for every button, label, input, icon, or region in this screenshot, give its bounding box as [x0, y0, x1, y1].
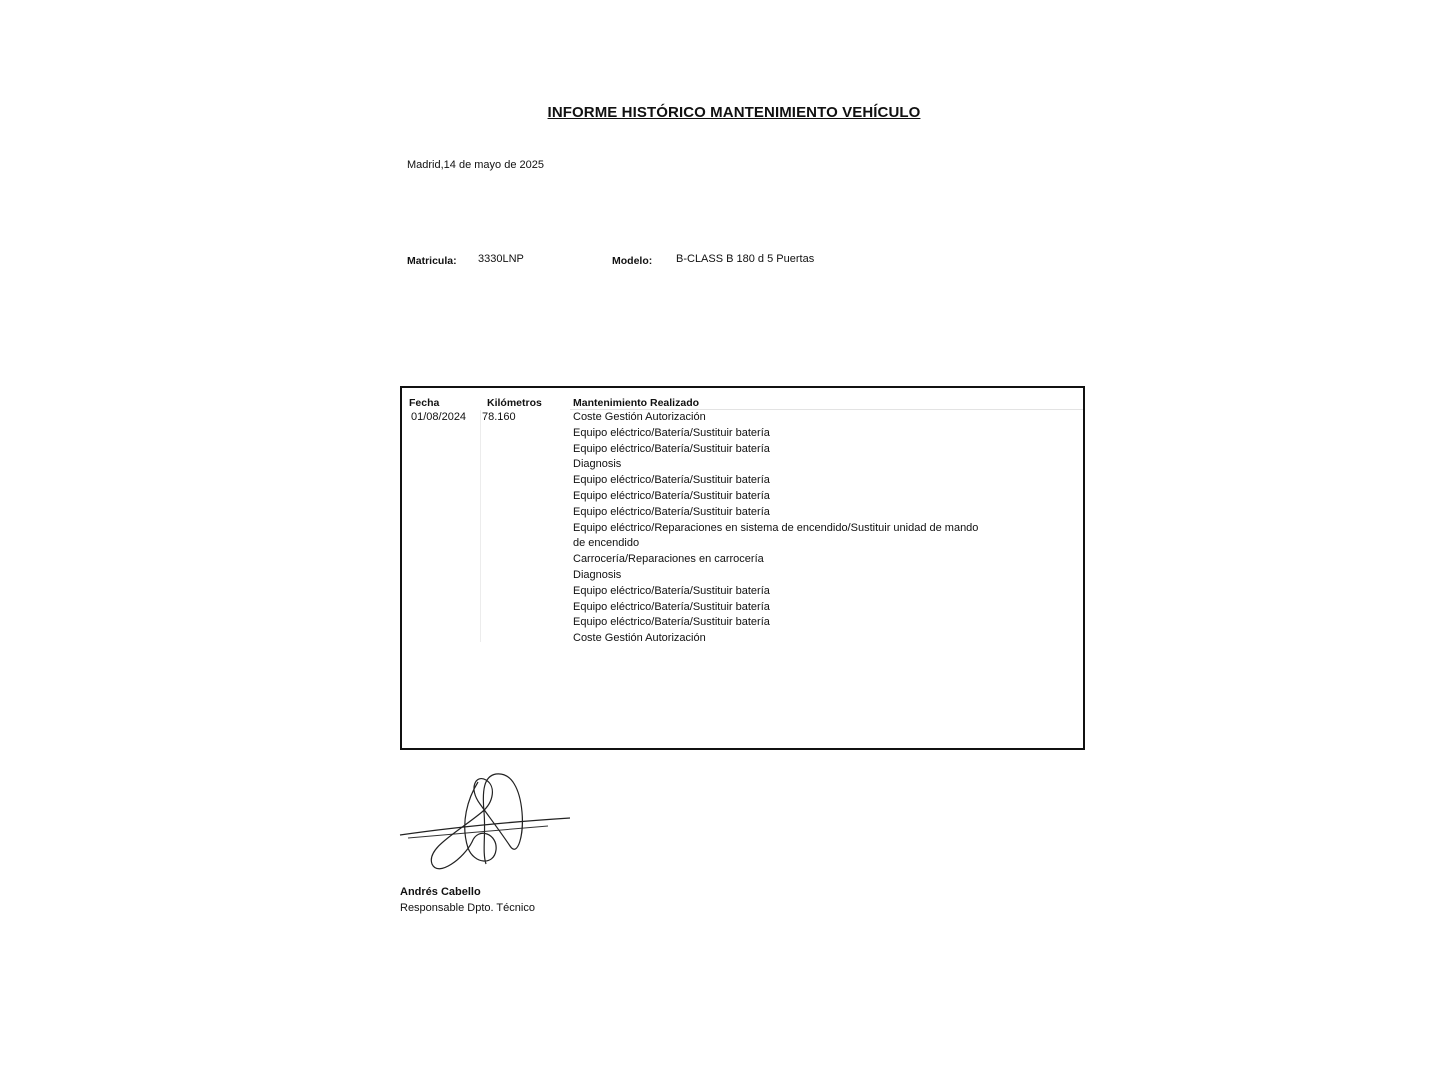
model-label: Modelo:: [612, 255, 653, 267]
signer-role: Responsable Dpto. Técnico: [400, 902, 535, 914]
maintenance-item: Equipo eléctrico/Batería/Sustituir batería: [573, 600, 770, 613]
plate-label: Matricula:: [407, 255, 457, 267]
maintenance-item: Equipo eléctrico/Batería/Sustituir batería: [573, 474, 770, 487]
model-value: B-CLASS B 180 d 5 Puertas: [676, 253, 815, 265]
maintenance-item: Equipo eléctrico/Batería/Sustituir batería: [573, 616, 770, 629]
maintenance-item: Equipo eléctrico/Batería/Sustituir batería: [573, 426, 770, 439]
place-date: Madrid,14 de mayo de 2025: [407, 159, 544, 171]
document-title: INFORME HISTÓRICO MANTENIMIENTO VEHÍCULO: [547, 104, 921, 121]
maintenance-item: Equipo eléctrico/Batería/Sustituir batería: [573, 505, 770, 518]
maintenance-item: Carrocería/Reparaciones en carrocería: [573, 553, 764, 566]
maintenance-item: Equipo eléctrico/Reparaciones en sistema de encendido/Sustituir unidad de mando de encendido: [573, 521, 979, 550]
plate-value: 3330LNP: [478, 253, 524, 265]
signer-name: Andrés Cabello: [400, 886, 481, 898]
maintenance-item: Equipo eléctrico/Batería/Sustituir batería: [573, 489, 770, 502]
maintenance-items-list: [573, 410, 993, 647]
row-km: 78.160: [482, 411, 516, 423]
maintenance-item: Coste Gestión Autorización: [573, 411, 706, 423]
column-divider: [480, 410, 481, 642]
maintenance-item: Coste Gestión Autorización: [573, 632, 706, 645]
header-date: Fecha: [409, 397, 440, 409]
handwritten-signature: [398, 768, 578, 883]
maintenance-table: [400, 386, 1085, 750]
header-maintenance: Mantenimiento Realizado: [573, 397, 700, 409]
maintenance-item: Equipo eléctrico/Batería/Sustituir batería: [573, 442, 770, 455]
maintenance-item: Diagnosis: [573, 568, 622, 581]
header-km: Kilómetros: [487, 397, 542, 409]
row-date: 01/08/2024: [411, 411, 467, 423]
maintenance-item: Equipo eléctrico/Batería/Sustituir batería: [573, 584, 770, 597]
maintenance-item: Diagnosis: [573, 458, 622, 471]
